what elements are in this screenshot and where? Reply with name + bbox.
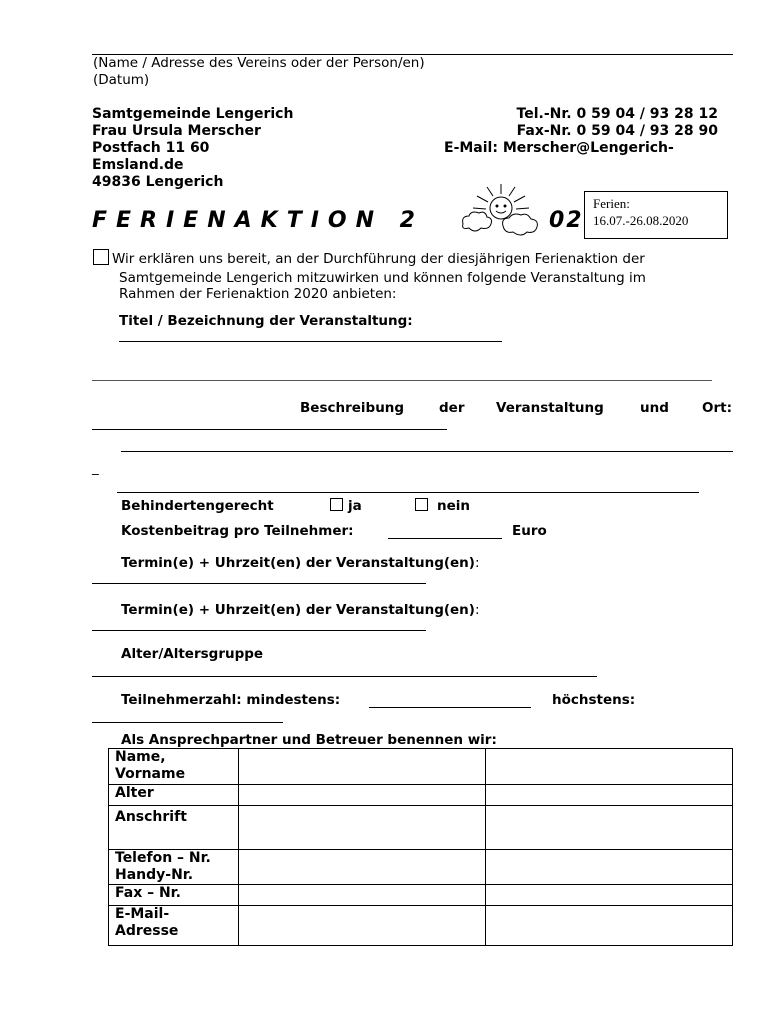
- accessible-yes: [330, 498, 362, 514]
- participants-max-label: höchstens:: [552, 692, 636, 708]
- address-cell-1[interactable]: [239, 806, 486, 850]
- phone-cell-2[interactable]: [486, 850, 733, 885]
- row-label-email-2: Adresse: [115, 923, 179, 939]
- schedule-input-1[interactable]: [92, 583, 426, 584]
- sender-line-4: Emsland.de: [92, 157, 184, 173]
- title-right: 02: [549, 208, 584, 233]
- row-label-email-1: E-Mail-: [115, 906, 170, 922]
- fee-unit: Euro: [512, 523, 547, 539]
- age-cell-2[interactable]: [486, 785, 733, 806]
- fee-input[interactable]: [388, 538, 502, 539]
- phone-cell-1[interactable]: [239, 850, 486, 885]
- description-input-3[interactable]: [117, 492, 699, 493]
- fax-number: Fax-Nr. 0 59 04 / 93 28 90: [516, 123, 718, 139]
- accessible-yes-checkbox[interactable]: [330, 498, 343, 511]
- name-address-label: (Name / Adresse des Vereins oder der Person/en): [93, 55, 425, 71]
- name-cell-1[interactable]: [239, 749, 486, 785]
- phone-number: Tel.-Nr. 0 59 04 / 93 28 12: [516, 106, 718, 122]
- schedule-label-1-colon: :: [474, 555, 480, 571]
- accessible-label: Behindertengerecht: [121, 498, 274, 514]
- event-title-label: Titel / Bezeichnung der Veranstaltung:: [119, 313, 413, 329]
- schedule-label-2-text: Termin(e) + Uhrzeit(en) der Veranstaltung(en): [121, 602, 475, 618]
- accessible-no: [415, 498, 470, 514]
- row-label-phone: [109, 850, 239, 885]
- table-row: [109, 885, 733, 906]
- schedule-label-2-colon: :: [474, 602, 480, 618]
- event-title-input-2[interactable]: [92, 380, 712, 381]
- fax-cell-2[interactable]: [486, 885, 733, 906]
- age-cell-1[interactable]: [239, 785, 486, 806]
- agreement-checkbox[interactable]: [93, 249, 109, 265]
- description-word-2: der: [439, 400, 465, 416]
- date-label: (Datum): [93, 72, 150, 88]
- sender-line-1: Samtgemeinde Lengerich: [92, 106, 294, 122]
- fax-cell-1[interactable]: [239, 885, 486, 906]
- participants-min-input[interactable]: [369, 707, 531, 708]
- table-row: [109, 749, 733, 785]
- row-label-phone-1: Telefon – Nr.: [115, 850, 211, 866]
- holiday-dates-box: [584, 191, 728, 239]
- description-word-1: Beschreibung: [300, 400, 405, 416]
- row-label-name-2: Vorname: [115, 766, 186, 782]
- table-row: [109, 785, 733, 806]
- row-label-name: [109, 749, 239, 785]
- accessible-no-label: nein: [437, 498, 471, 514]
- description-input-2[interactable]: [121, 451, 733, 452]
- row-label-fax-1: Fax – Nr.: [115, 885, 181, 901]
- holiday-label: Ferien:: [593, 196, 630, 211]
- table-row: [109, 806, 733, 850]
- title-left: FERIENAKTION 2: [92, 208, 424, 233]
- fee-label: Kostenbeitrag pro Teilnehmer:: [121, 523, 354, 539]
- sender-line-3: Postfach 11 60: [92, 140, 210, 156]
- agreement-line-3: Rahmen der Ferienaktion 2020 anbieten:: [119, 286, 397, 302]
- accessible-yes-label: ja: [348, 498, 362, 514]
- agreement-text-1: Wir erklären uns bereit, an der Durchführung der diesjährigen Ferienaktion der: [112, 251, 645, 267]
- participants-label: Teilnehmerzahl: mindestens:: [121, 692, 341, 708]
- agreement-line-1: [93, 249, 645, 267]
- row-label-age: [109, 785, 239, 806]
- row-label-address: [109, 806, 239, 850]
- sender-line-2: Frau Ursula Merscher: [92, 123, 261, 139]
- description-word-5: Ort:: [702, 400, 732, 416]
- email-cell-2[interactable]: [486, 906, 733, 946]
- row-label-address-1: Anschrift: [115, 809, 187, 825]
- table-row: [109, 850, 733, 885]
- table-row: [109, 906, 733, 946]
- sun-cloud-icon: [455, 180, 547, 244]
- email-cell-1[interactable]: [239, 906, 486, 946]
- description-word-3: Veranstaltung: [496, 400, 604, 416]
- row-label-age-1: Alter: [115, 785, 154, 801]
- participants-max-input[interactable]: [92, 722, 283, 723]
- sender-line-5: 49836 Lengerich: [92, 174, 224, 190]
- row-label-phone-2: Handy-Nr.: [115, 867, 194, 883]
- schedule-input-2[interactable]: [92, 630, 426, 631]
- schedule-label-2: [121, 602, 480, 618]
- contact-table: [108, 748, 733, 946]
- description-stub: _: [92, 460, 99, 476]
- event-title-input[interactable]: [119, 341, 502, 342]
- row-label-email: [109, 906, 239, 946]
- name-cell-2[interactable]: [486, 749, 733, 785]
- schedule-label-1-text: Termin(e) + Uhrzeit(en) der Veranstaltung(en): [121, 555, 475, 571]
- row-label-fax: [109, 885, 239, 906]
- description-input-1[interactable]: [92, 429, 447, 430]
- contact-persons-label: Als Ansprechpartner und Betreuer benennen wir:: [121, 732, 497, 748]
- age-group-label: Alter/Altersgruppe: [121, 646, 264, 662]
- address-cell-2[interactable]: [486, 806, 733, 850]
- agreement-line-2: Samtgemeinde Lengerich mitzuwirken und können folgende Veranstaltung im: [119, 270, 646, 286]
- schedule-label-1: [121, 555, 480, 571]
- email-address: E-Mail: Merscher@Lengerich-: [444, 140, 674, 156]
- description-word-4: und: [640, 400, 669, 416]
- row-label-name-1: Name,: [115, 749, 166, 765]
- age-group-input[interactable]: [92, 676, 597, 677]
- accessible-no-checkbox[interactable]: [415, 498, 428, 511]
- holiday-dates: 16.07.-26.08.2020: [593, 213, 689, 228]
